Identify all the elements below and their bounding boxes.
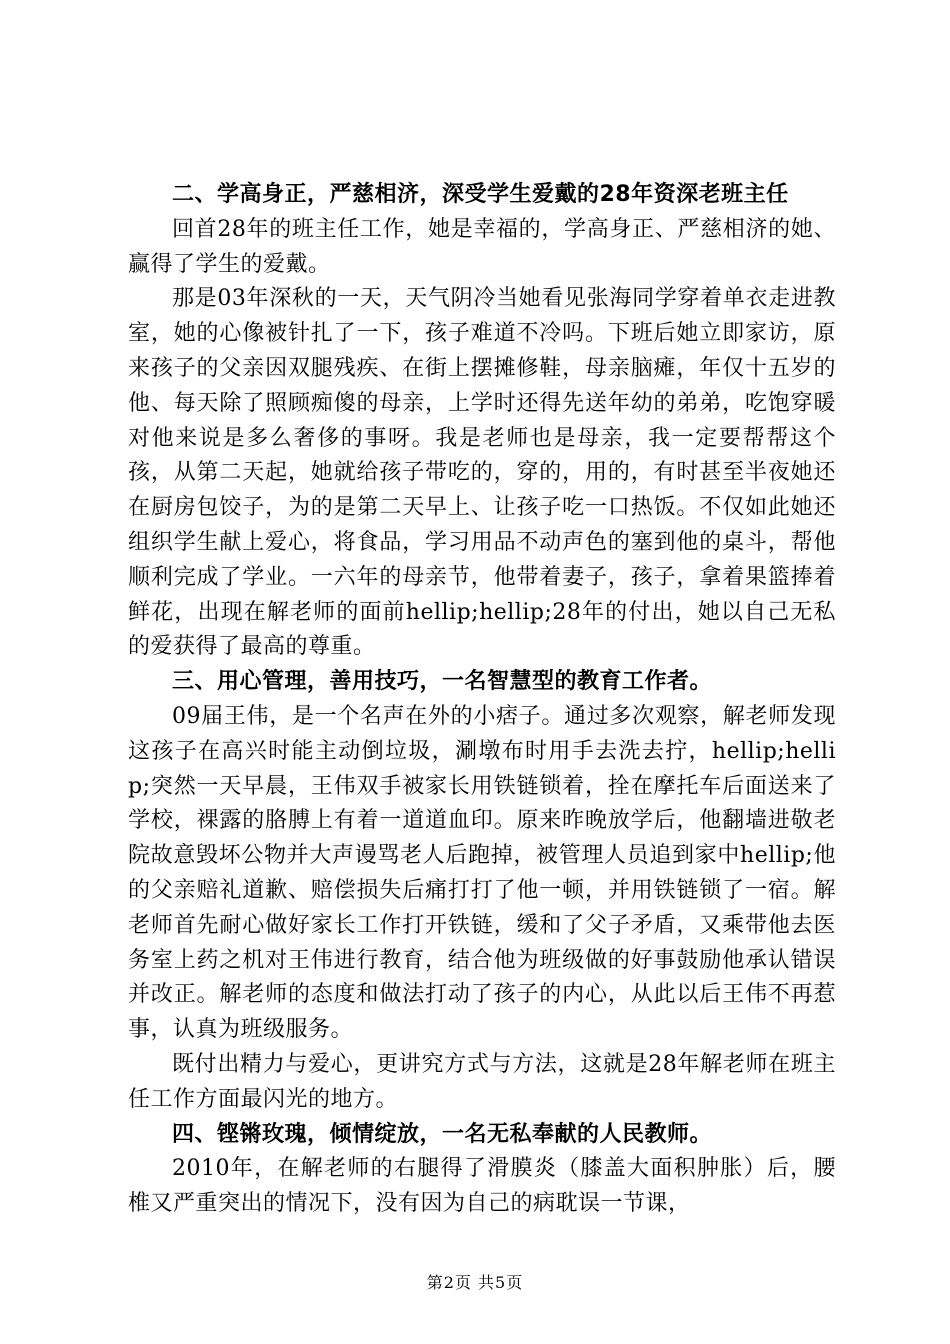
body-paragraph: 2010年，在解老师的右腿得了滑膜炎（膝盖大面积肿胀）后，腰椎又严重突出的情况下，没有因为自己的病耽误一节课， <box>128 1156 836 1217</box>
section-heading-2: 二、学高身正，严慈相济，深受学生爱戴的28年资深老班主任 <box>172 182 789 207</box>
body-paragraph: 回首28年的班主任工作，她是幸福的，学高身正、严慈相济的她、赢得了学生的爱戴。 <box>128 216 836 277</box>
section-heading-3: 三、用心管理，善用技巧，一名智慧型的教育工作者。 <box>172 669 713 695</box>
document-body <box>128 178 836 1222</box>
section-heading-4: 四、铿锵玫瑰，倾情绽放，一名无私奉献的人民教师。 <box>172 1121 713 1147</box>
body-paragraph: 那是03年深秋的一天，天气阴冷当她看见张海同学穿着单衣走进教室，她的心像被针扎了一下，孩子难道不冷吗。下班后她立即家访，原来孩子的父亲因双腿残疾、在街上摆摊修鞋，母亲脑瘫，年仅十五岁的他、每天除了照顾痴傻的母亲，上学时还得先送年幼的弟弟，吃饱穿暖对他来说是多么奢侈的事呀。我是老师也是母亲，我一定要帮帮这个孩，从第二天起，她就给孩子带吃的，穿的，用的，有时甚至半夜她还在厨房包饺子，为的是第二天早上、让孩子吃一口热饭。不仅如此她还组织学生献上爱心，将食品，学习用品不动声色的塞到他的桌斗，帮他顺利完成了学业。一六年的母亲节，他带着妻子，孩子，拿着果篮捧着鲜花，出现在解老师的面前hellip;hellip;28年的付出，她以自己无私的爱获得了最高的尊重。 <box>128 286 836 660</box>
body-paragraph: 09届王伟，是一个名声在外的小痞子。通过多次观察，解老师发现这孩子在高兴时能主动倒垃圾，涮墩布时用手去洗去拧，hellip;hellip;突然一天早晨，王伟双手被家长用铁链锁着，拴在摩托车后面送来了学校，裸露的胳膊上有着一道道血印。原来昨晚放学后，他翻墙进敬老院故意毁坏公物并大声谩骂老人后跑掉，被管理人员追到家中hellip;他的父亲赔礼道歉、赔偿损失后痛打打了他一顿，并用铁链锁了一宿。解老师首先耐心做好家长工作打开铁链，缓和了父子矛盾，又乘带他去医务室上药之机对王伟进行教育，结合他为班级做的好事鼓励他承认错误并改正。解老师的态度和做法打动了孩子的内心，从此以后王伟不再惹事，认真为班级服务。 <box>128 703 836 1043</box>
body-paragraph: 既付出精力与爱心，更讲究方式与方法，这就是28年解老师在班主任工作方面最闪光的地方。 <box>128 1051 836 1112</box>
page-footer: 第2页 共5页 <box>426 1273 524 1292</box>
